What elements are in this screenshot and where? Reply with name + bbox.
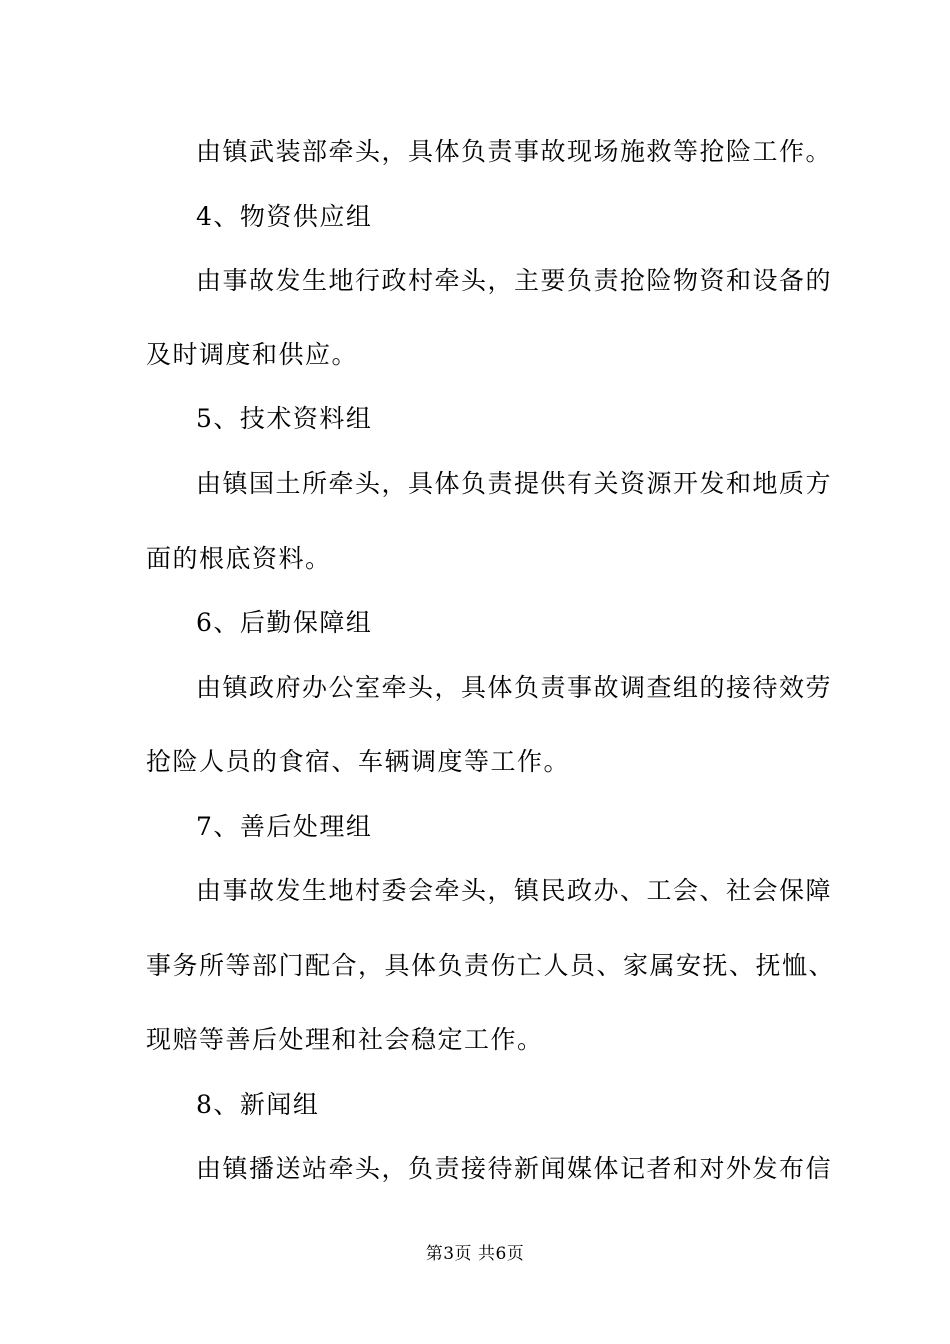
section-heading: 4、物资供应组 [196, 202, 373, 231]
paragraph-line: 面的根底资料。 [146, 544, 332, 573]
paragraph-line: 抢险人员的食宿、车辆调度等工作。 [146, 747, 571, 776]
paragraph-line: 由镇政府办公室牵头，具体负责事故调查组的接待效劳 [196, 673, 833, 702]
paragraph-line: 由镇国土所牵头，具体负责提供有关资源开发和地质方 [196, 469, 833, 498]
page-footer: 第3页 共6页 [425, 1244, 525, 1264]
paragraph-line: 由事故发生地村委会牵头，镇民政办、工会、社会保障 [196, 876, 833, 905]
paragraph-line: 现赔等善后处理和社会稳定工作。 [146, 1025, 544, 1054]
paragraph-line: 由镇播送站牵头，负责接待新闻媒体记者和对外发布信 [196, 1154, 833, 1183]
section-heading: 7、善后处理组 [196, 812, 373, 841]
paragraph-line: 由事故发生地行政村牵头，主要负责抢险物资和设备的 [196, 266, 833, 295]
paragraph-line: 及时调度和供应。 [146, 340, 359, 369]
section-heading: 8、新闻组 [196, 1090, 320, 1119]
paragraph-line: 由镇武装部牵头，具体负责事故现场施救等抢险工作。 [196, 137, 833, 166]
section-heading: 6、后勤保障组 [196, 608, 373, 637]
paragraph-line: 事务所等部门配合，具体负责伤亡人员、家属安抚、抚恤、 [146, 951, 836, 980]
section-heading: 5、技术资料组 [196, 404, 373, 433]
